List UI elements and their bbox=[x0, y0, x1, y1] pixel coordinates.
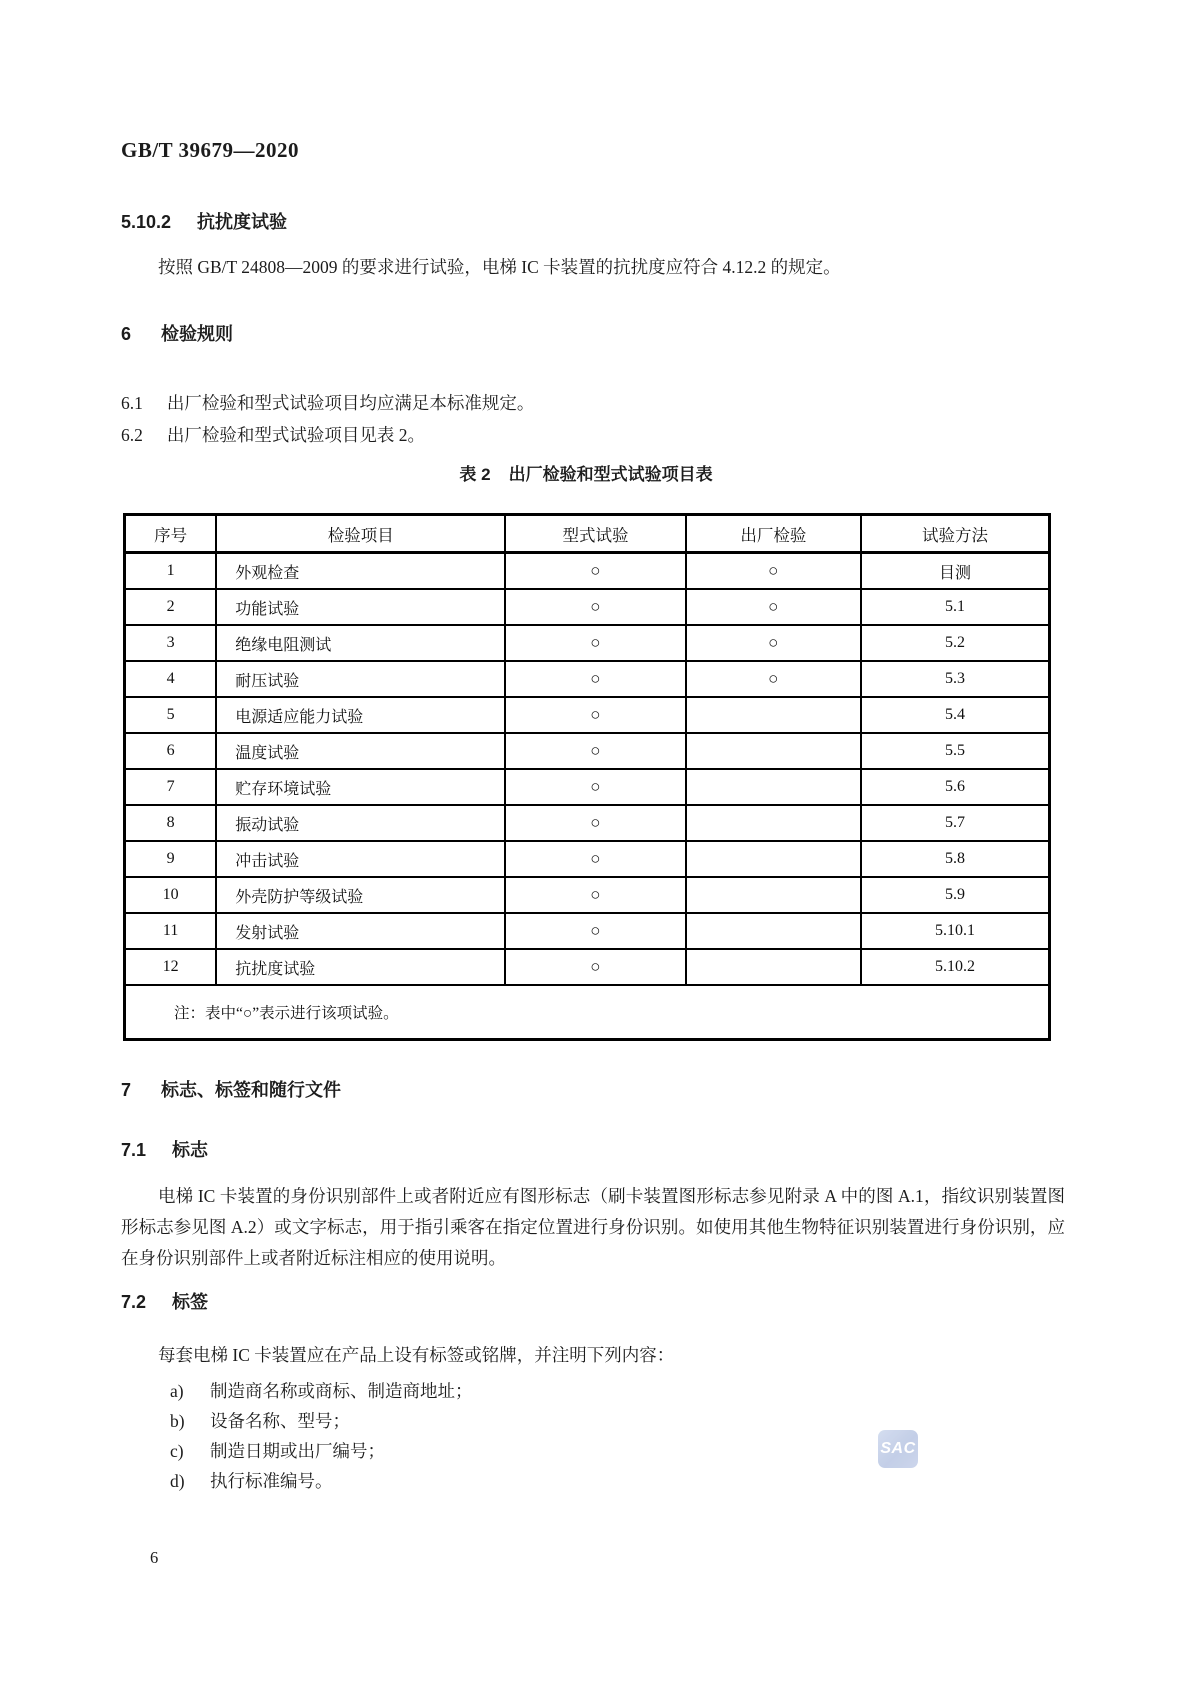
table-cell: 5.9 bbox=[861, 877, 1049, 913]
table-cell bbox=[686, 949, 861, 985]
cell-circle-mark: ○ bbox=[686, 589, 861, 625]
table-row bbox=[125, 733, 1050, 769]
list-item-text: 执行标准编号。 bbox=[210, 1471, 333, 1491]
list-item-marker: b) bbox=[170, 1411, 185, 1431]
cell-circle-mark: ○ bbox=[505, 805, 685, 841]
table-row bbox=[125, 769, 1050, 805]
table-caption bbox=[121, 460, 1051, 485]
table-cell: 7 bbox=[125, 769, 217, 805]
heading-number: 7 bbox=[121, 1080, 132, 1100]
list-item bbox=[170, 1436, 1050, 1467]
table-cell: 1 bbox=[125, 553, 217, 590]
heading-7-2 bbox=[121, 1288, 208, 1314]
table-cell: 5.8 bbox=[861, 841, 1049, 877]
table-cell: 5.4 bbox=[861, 697, 1049, 733]
clause-6-2 bbox=[121, 420, 1065, 451]
table-row bbox=[125, 697, 1050, 733]
table-cell: 5.6 bbox=[861, 769, 1049, 805]
heading-number: 7.2 bbox=[121, 1292, 147, 1312]
table-note: 注：表中“○”表示进行该项试验。 bbox=[125, 985, 1050, 1040]
inspection-items-table bbox=[123, 513, 1051, 1041]
clause-6-1 bbox=[121, 388, 1065, 419]
clause-number: 6.1 bbox=[121, 393, 143, 413]
table-cell bbox=[686, 733, 861, 769]
table-cell: 5.10.2 bbox=[861, 949, 1049, 985]
cell-circle-mark: ○ bbox=[686, 661, 861, 697]
cell-item-name: 外观检查 bbox=[216, 553, 505, 590]
table-cell: 5.1 bbox=[861, 589, 1049, 625]
table-note-row bbox=[125, 985, 1050, 1040]
cell-item-name: 温度试验 bbox=[216, 733, 505, 769]
table-cell bbox=[686, 805, 861, 841]
cell-item-name: 绝缘电阻测试 bbox=[216, 625, 505, 661]
table-cell: 8 bbox=[125, 805, 217, 841]
table-row bbox=[125, 913, 1050, 949]
table-cell: 目测 bbox=[861, 553, 1049, 590]
cell-circle-mark: ○ bbox=[686, 553, 861, 590]
table-row bbox=[125, 589, 1050, 625]
heading-7-1 bbox=[121, 1136, 208, 1162]
heading-7 bbox=[121, 1076, 341, 1102]
heading-number: 5.10.2 bbox=[121, 212, 172, 232]
table-row bbox=[125, 949, 1050, 985]
table-cell: 5.7 bbox=[861, 805, 1049, 841]
table-row bbox=[125, 661, 1050, 697]
table-cell bbox=[686, 841, 861, 877]
list-item-marker: d) bbox=[170, 1471, 185, 1491]
table-row bbox=[125, 841, 1050, 877]
table-caption-title: 出厂检验和型式试验项目表 bbox=[508, 465, 713, 484]
table-cell: 5.2 bbox=[861, 625, 1049, 661]
col-header-factory-test: 出厂检验 bbox=[686, 515, 861, 553]
heading-title: 检验规则 bbox=[161, 324, 234, 344]
cell-item-name: 贮存环境试验 bbox=[216, 769, 505, 805]
heading-title: 抗扰度试验 bbox=[197, 212, 288, 232]
cell-item-name: 功能试验 bbox=[216, 589, 505, 625]
table-cell: 5.3 bbox=[861, 661, 1049, 697]
heading-number: 6 bbox=[121, 324, 132, 344]
cell-circle-mark: ○ bbox=[505, 625, 685, 661]
heading-title: 标志 bbox=[172, 1140, 209, 1160]
cell-circle-mark: ○ bbox=[505, 949, 685, 985]
table-cell bbox=[686, 877, 861, 913]
cell-circle-mark: ○ bbox=[505, 589, 685, 625]
table-cell bbox=[686, 769, 861, 805]
col-header-seq: 序号 bbox=[125, 515, 217, 553]
col-header-item: 检验项目 bbox=[216, 515, 505, 553]
heading-title: 标志、标签和随行文件 bbox=[161, 1080, 342, 1100]
table-cell: 10 bbox=[125, 877, 217, 913]
table-cell: 9 bbox=[125, 841, 217, 877]
list-item-text: 制造商名称或商标、制造商地址； bbox=[210, 1381, 473, 1401]
cell-circle-mark: ○ bbox=[505, 661, 685, 697]
cell-item-name: 冲击试验 bbox=[216, 841, 505, 877]
paragraph-7-2-lead: 每套电梯 IC 卡装置应在产品上设有标签或铭牌，并注明下列内容： bbox=[158, 1345, 675, 1365]
table-cell: 2 bbox=[125, 589, 217, 625]
page-number: 6 bbox=[150, 1548, 159, 1567]
table-cell: 11 bbox=[125, 913, 217, 949]
table-cell: 3 bbox=[125, 625, 217, 661]
table-cell: 12 bbox=[125, 949, 217, 985]
table-cell: 5 bbox=[125, 697, 217, 733]
list-item-marker: c) bbox=[170, 1441, 184, 1461]
cell-item-name: 振动试验 bbox=[216, 805, 505, 841]
list-item bbox=[170, 1406, 1050, 1437]
doc-code: GB/T 39679—2020 bbox=[121, 138, 300, 162]
heading-title: 标签 bbox=[172, 1292, 209, 1312]
heading-6 bbox=[121, 320, 233, 346]
list-item-marker: a) bbox=[170, 1381, 184, 1401]
list-item bbox=[170, 1466, 1050, 1497]
heading-5-10-2 bbox=[121, 208, 287, 234]
list-item bbox=[170, 1376, 1050, 1407]
table-caption-label: 表 2 bbox=[459, 465, 491, 484]
cell-item-name: 外壳防护等级试验 bbox=[216, 877, 505, 913]
cell-circle-mark: ○ bbox=[686, 625, 861, 661]
cell-circle-mark: ○ bbox=[505, 913, 685, 949]
cell-item-name: 抗扰度试验 bbox=[216, 949, 505, 985]
table-cell: 5.5 bbox=[861, 733, 1049, 769]
list-item-text: 设备名称、型号； bbox=[210, 1411, 350, 1431]
cell-circle-mark: ○ bbox=[505, 733, 685, 769]
cell-circle-mark: ○ bbox=[505, 697, 685, 733]
table-header-row bbox=[125, 515, 1050, 553]
clause-text: 出厂检验和型式试验项目均应满足本标准规定。 bbox=[166, 393, 535, 413]
paragraph-5-10-2: 按照 GB/T 24808—2009 的要求进行试验，电梯 IC 卡装置的抗扰度应符合 4.12.2 的规定。 bbox=[158, 257, 841, 277]
table-cell bbox=[686, 913, 861, 949]
col-header-type-test: 型式试验 bbox=[505, 515, 685, 553]
clause-number: 6.2 bbox=[121, 425, 143, 445]
cell-circle-mark: ○ bbox=[505, 553, 685, 590]
cell-item-name: 发射试验 bbox=[216, 913, 505, 949]
paragraph-7-1: 电梯 IC 卡装置的身份识别部件上或者附近应有图形标志（刷卡装置图形标志参见附录 A 中的图 A.1，指纹识别装置图形标志参见图 A.2）或文字标志，用于指引乘客在指定位置进行身份识别。如使用其他生物特征识别装置进行身份识别，应在身份识别部件上或者附近标注相应的使用说明。 bbox=[121, 1186, 1065, 1268]
sac-watermark-logo: SAC bbox=[878, 1430, 918, 1468]
table-cell bbox=[686, 697, 861, 733]
table-row bbox=[125, 877, 1050, 913]
table-row bbox=[125, 625, 1050, 661]
cell-item-name: 电源适应能力试验 bbox=[216, 697, 505, 733]
table-cell: 4 bbox=[125, 661, 217, 697]
table-cell: 5.10.1 bbox=[861, 913, 1049, 949]
table-row bbox=[125, 805, 1050, 841]
table-cell: 6 bbox=[125, 733, 217, 769]
cell-circle-mark: ○ bbox=[505, 769, 685, 805]
cell-circle-mark: ○ bbox=[505, 877, 685, 913]
clause-text: 出厂检验和型式试验项目见表 2。 bbox=[166, 425, 425, 445]
list-item-text: 制造日期或出厂编号； bbox=[210, 1441, 385, 1461]
heading-number: 7.1 bbox=[121, 1140, 147, 1160]
table-row bbox=[125, 553, 1050, 590]
col-header-method: 试验方法 bbox=[861, 515, 1049, 553]
cell-item-name: 耐压试验 bbox=[216, 661, 505, 697]
cell-circle-mark: ○ bbox=[505, 841, 685, 877]
